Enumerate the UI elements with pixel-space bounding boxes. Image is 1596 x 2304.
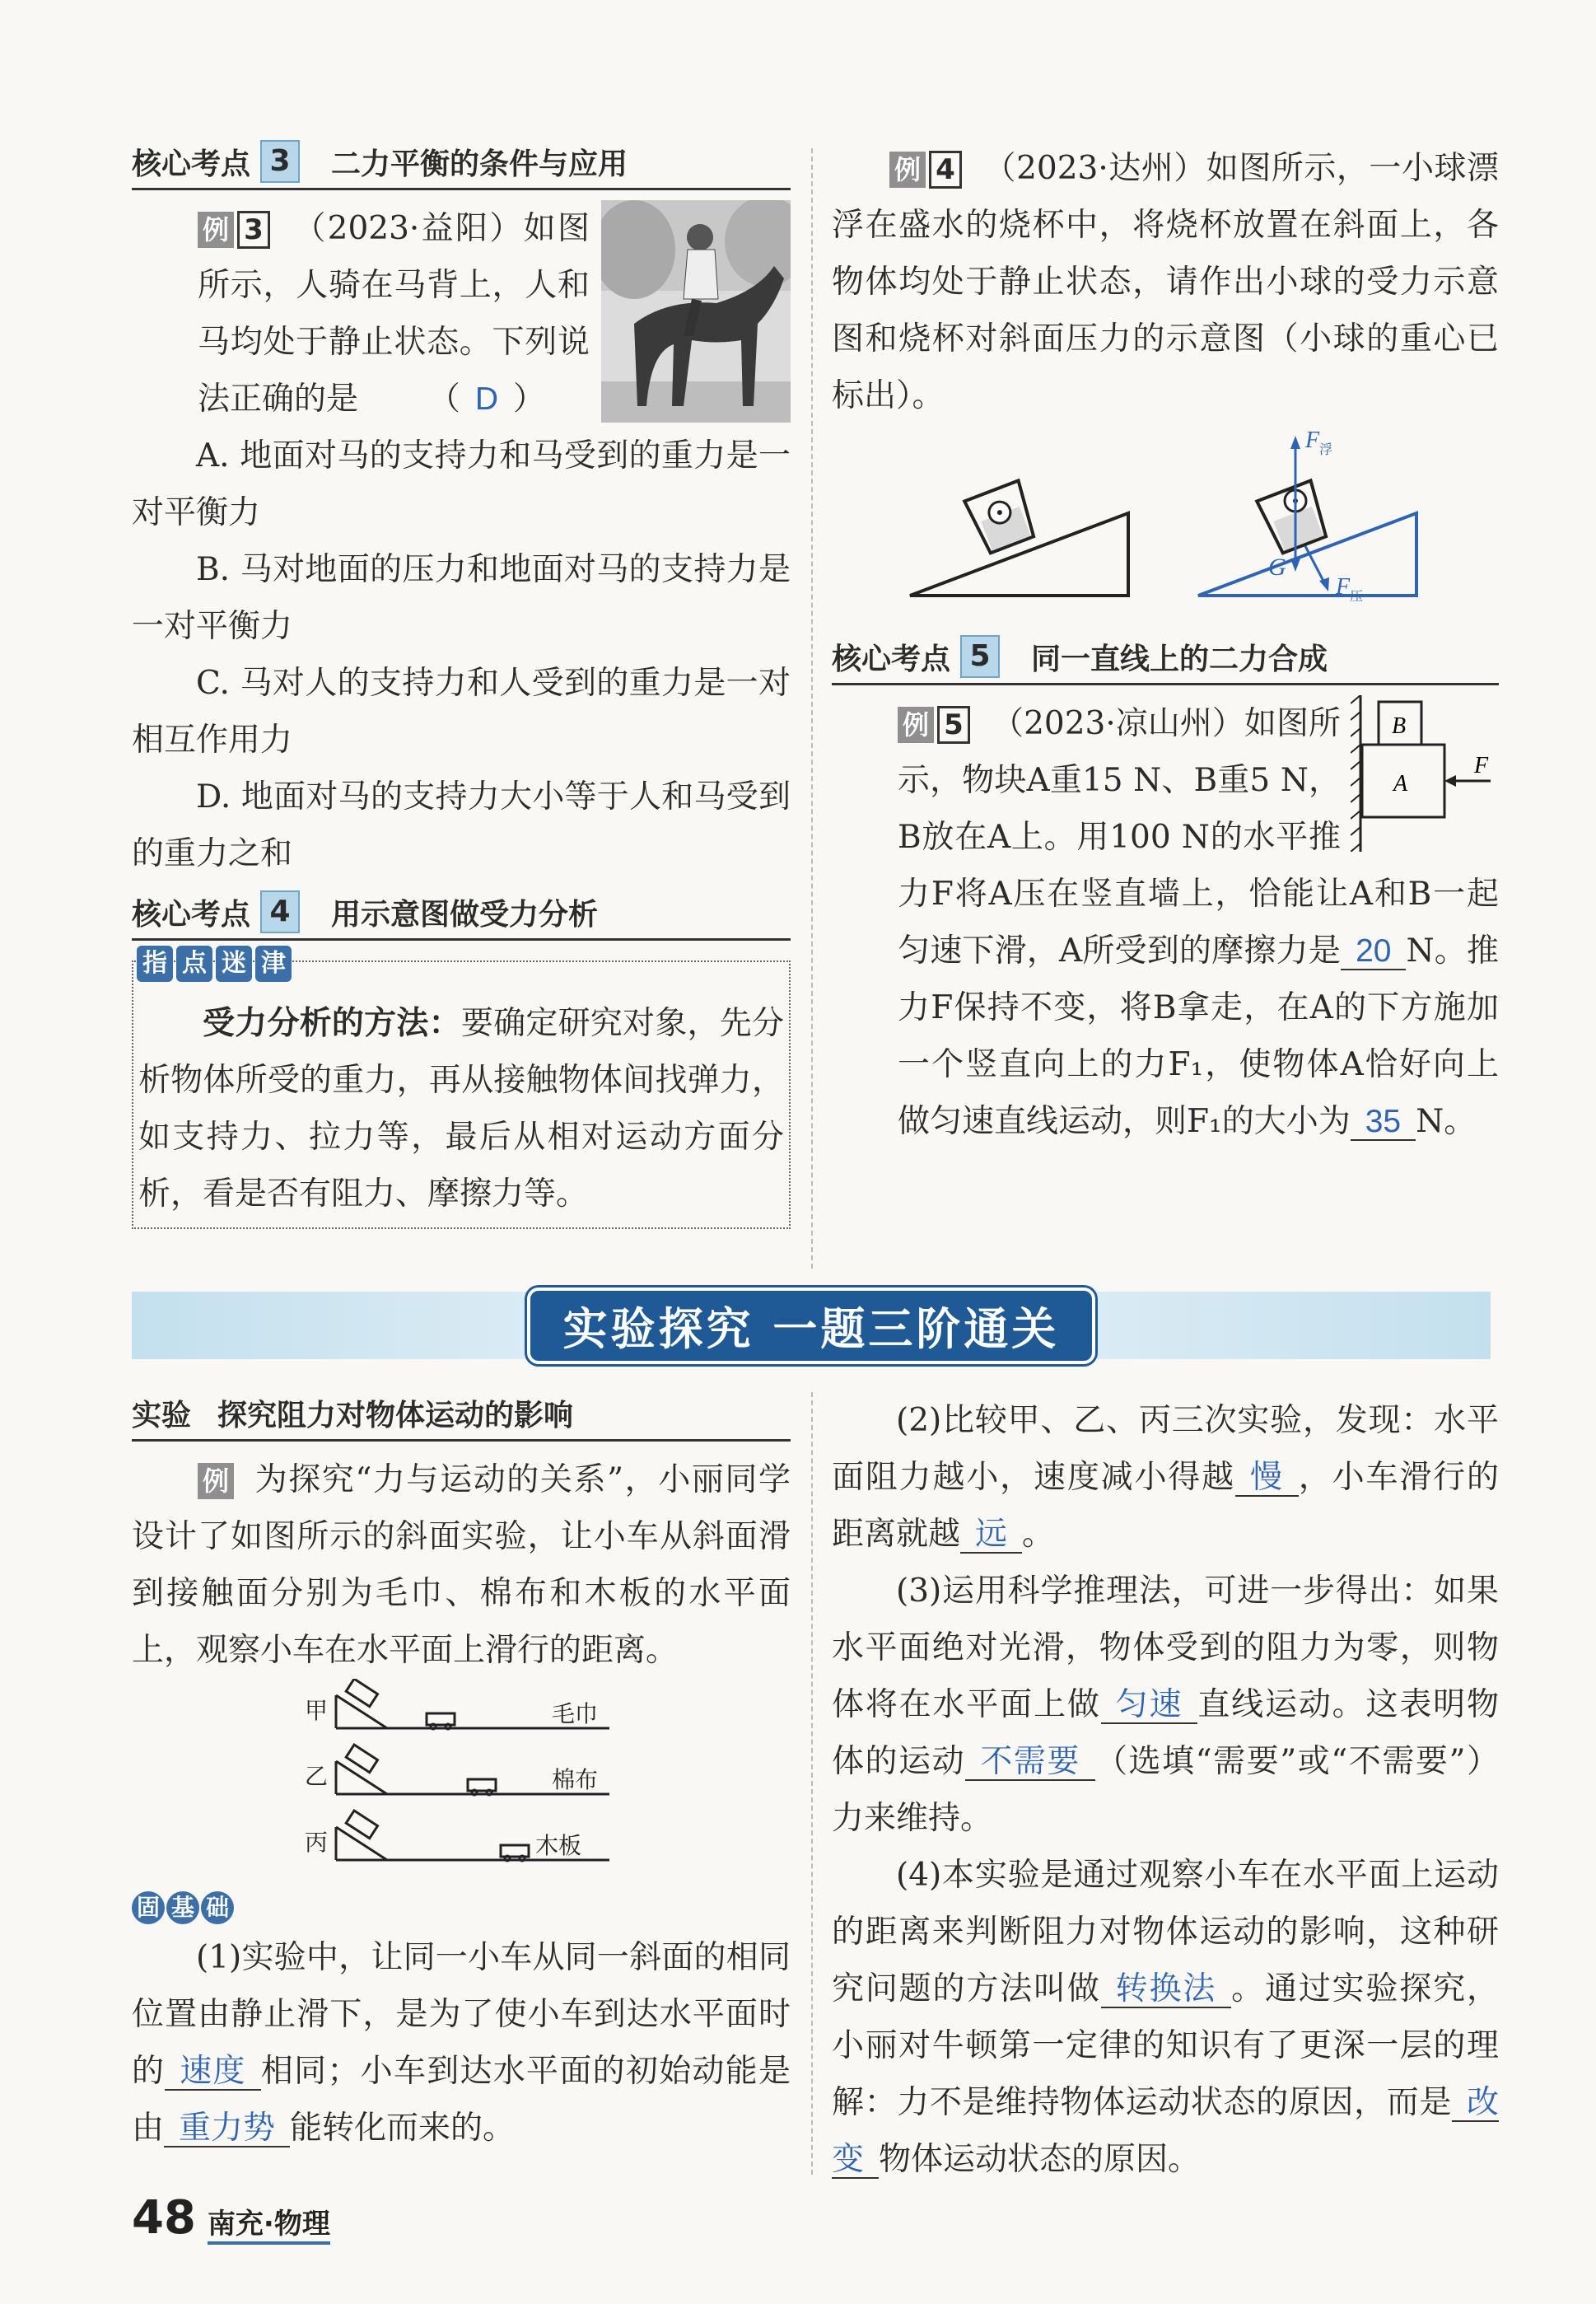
option-c: C. 马对人的支持力和人受到的重力是一对相互作用力 bbox=[132, 665, 791, 759]
heading-label: 核心考点 bbox=[132, 897, 251, 932]
heading-kp3 bbox=[132, 140, 791, 190]
heading-label: 核心考点 bbox=[132, 147, 251, 181]
q3-text-c: （选填“需要”或“不需要”）力来维持。 bbox=[832, 1743, 1499, 1837]
label-f-pressure-sub: 压 bbox=[1350, 588, 1364, 604]
tip-tag bbox=[137, 946, 292, 982]
example-tag: 例 bbox=[198, 212, 234, 248]
tip-tag-char: 津 bbox=[255, 946, 292, 982]
left-column-bottom bbox=[132, 1392, 791, 2157]
right-column-bottom bbox=[832, 1392, 1499, 2188]
q3-text-a: (3)运用科学推理法，可进一步得出：如果水平面绝对光滑，物体受到的阻力为零，则物体将在水平面上做 bbox=[832, 1573, 1499, 1723]
tip-title: 受力分析的方法： bbox=[203, 1005, 461, 1042]
column-divider-bottom bbox=[811, 1392, 813, 2175]
question-4 bbox=[832, 1847, 1499, 2188]
heading-kp5 bbox=[832, 635, 1499, 685]
q3-answer-1: 匀速 bbox=[1101, 1687, 1198, 1724]
blocks-wall-figure bbox=[1351, 695, 1499, 852]
heading-title: 同一直线上的二力合成 bbox=[1031, 642, 1328, 676]
heading-title: 二力平衡的条件与应用 bbox=[331, 147, 628, 181]
heading-number: 5 bbox=[960, 635, 1000, 678]
experiment-label: 实验 bbox=[132, 1399, 192, 1432]
q4-answer-1: 转换法 bbox=[1101, 1971, 1232, 2008]
question-3 bbox=[832, 1563, 1499, 1847]
label-force-f: F bbox=[1474, 753, 1489, 778]
example-3-question: （2023·益阳）如图所示，人骑在马背上，人和马均处于静止状态。下列说法正确的是 bbox=[198, 210, 590, 418]
q1-answer-2: 重力势 bbox=[164, 2110, 290, 2147]
label-gravity: G bbox=[1268, 554, 1286, 581]
q3-answer-2: 不需要 bbox=[965, 1744, 1095, 1781]
example-4-question: （2023·达州）如图所示，一小球漂浮在盛水的烧杯中，将烧杯放置在斜面上，各物体均处于静止状态，请作出小球的受力示意图和烧杯对斜面压力的示意图（小球的重心已标出）。 bbox=[832, 150, 1499, 414]
q2-text-b: ，小车滑行的距离就越 bbox=[832, 1459, 1499, 1553]
surface-label: 木板 bbox=[535, 1832, 582, 1859]
example-tag: 例 bbox=[898, 707, 934, 743]
example-4 bbox=[832, 140, 1499, 424]
example-5-text-a: （2023·凉山州）如图所示，物块A重15 N、B重5 N，B放在A上。用100 N的水平推力F将A压在竖直墙上，恰能让A和B一起匀速下滑，A所受到的摩擦力是 bbox=[898, 705, 1499, 970]
heading-title: 用示意图做受力分析 bbox=[331, 897, 599, 932]
horse-rider-photo bbox=[601, 200, 791, 423]
tip-tag-char: 点 bbox=[176, 946, 212, 982]
experiment-heading bbox=[132, 1392, 791, 1442]
page-footer bbox=[132, 2191, 330, 2245]
book-title: 南充·物理 bbox=[208, 2201, 330, 2245]
column-divider-top bbox=[811, 148, 813, 1269]
example-5-answer-1: 20 bbox=[1341, 933, 1406, 970]
foundation-tag bbox=[132, 1891, 234, 1924]
option-b: B. 马对地面的压力和地面对马的支持力是一对平衡力 bbox=[132, 551, 791, 645]
experiment-title: 探究阻力对物体运动的影响 bbox=[217, 1399, 574, 1432]
q1-text-c: 能转化而来的。 bbox=[290, 2110, 516, 2147]
label-f-pressure: F bbox=[1336, 574, 1351, 600]
example-tag: 例 bbox=[889, 152, 926, 188]
tip-tag-char: 迷 bbox=[216, 946, 252, 982]
tip-tag-char: 指 bbox=[137, 946, 173, 982]
section-banner bbox=[132, 1292, 1491, 1359]
example-tag: 例 bbox=[198, 1463, 234, 1499]
label-block-a: A bbox=[1393, 771, 1408, 797]
heading-label: 核心考点 bbox=[832, 642, 951, 676]
example-3 bbox=[132, 200, 791, 428]
row-label: 乙 bbox=[305, 1763, 329, 1790]
example-5-text-c: N。 bbox=[1416, 1103, 1477, 1140]
option-a: A. 地面对马的支持力和马受到的重力是一对平衡力 bbox=[132, 437, 791, 531]
question-2 bbox=[832, 1392, 1499, 1563]
example-5-text-b: N。推力F保持不变，将B拿走，在A的下方施加一个竖直向上的力F₁，使物体A恰好向上做匀速直线运动，则F₁的大小为 bbox=[898, 932, 1499, 1140]
question-1 bbox=[132, 1929, 791, 2157]
beaker-incline-figure bbox=[832, 431, 1499, 629]
q2-text-a: (2)比较甲、乙、丙三次实验，发现：水平面阻力越小，速度减小得越 bbox=[832, 1402, 1499, 1496]
q4-answer-2: 改变 bbox=[832, 2085, 1499, 2177]
label-f-buoyant-sub: 浮 bbox=[1319, 442, 1333, 457]
banner-title: 实验探究 一题三阶通关 bbox=[527, 1288, 1096, 1364]
row-label: 丙 bbox=[305, 1829, 329, 1856]
heading-kp4 bbox=[132, 890, 791, 941]
tip-box bbox=[132, 949, 791, 1229]
surface-label: 毛巾 bbox=[552, 1700, 599, 1727]
example-number: 3 bbox=[237, 211, 270, 249]
heading-number: 4 bbox=[260, 890, 300, 933]
left-column-top bbox=[132, 140, 791, 1229]
q1-answer-1: 速度 bbox=[165, 2054, 261, 2091]
surface-label: 棉布 bbox=[552, 1766, 599, 1793]
q2-text-c: 。 bbox=[1022, 1516, 1055, 1553]
bracket-open: （ bbox=[427, 381, 460, 418]
bracket-close: ） bbox=[513, 381, 546, 418]
incline-experiment-figure bbox=[132, 1679, 791, 1885]
label-f-buoyant: F bbox=[1305, 431, 1320, 453]
foundation-tag-char: 基 bbox=[166, 1891, 199, 1924]
q1-text-b: 相同；小车到达水平面的初始动能是由 bbox=[132, 2053, 791, 2147]
heading-number: 3 bbox=[260, 140, 300, 183]
q2-answer-1: 慢 bbox=[1235, 1460, 1299, 1497]
right-column-top bbox=[832, 140, 1499, 1150]
q4-text-b: 。通过实验探究，小丽对牛顿第一定律的知识有了更深一层的理解：力不是维持物体运动状态的原因，而是 bbox=[832, 1970, 1499, 2121]
q2-answer-2: 远 bbox=[960, 1517, 1022, 1554]
example-3-answer: D bbox=[474, 381, 499, 417]
q3-text-b: 直线运动。这表明物体的运动 bbox=[832, 1686, 1499, 1780]
q1-text-a: (1)实验中，让同一小车从同一斜面的相同位置由静止滑下，是为了使小车到达水平面时的 bbox=[132, 1939, 791, 2090]
example-number: 5 bbox=[937, 706, 970, 744]
q4-text-a: (4)本实验是通过观察小车在水平面上运动的距离来判断阻力对物体运动的影响，这种研究问题的方法叫做 bbox=[832, 1857, 1499, 2007]
foundation-tag-char: 固 bbox=[132, 1891, 165, 1924]
foundation-tag-char: 础 bbox=[201, 1891, 234, 1924]
option-d: D. 地面对马的支持力大小等于人和马受到的重力之和 bbox=[132, 778, 791, 872]
experiment-intro: 为探究“力与运动的关系”，小丽同学设计了如图所示的斜面实验，让小车从斜面滑到接触面分别为毛巾、棉布和木板的水平面上，观察小车在水平面上滑行的距离。 bbox=[132, 1461, 791, 1669]
tip-text: 要确定研究对象，先分析物体所受的重力，再从接触物体间找弹力，如支持力、拉力等，最后从相对运动方面分析，看是否有阻力、摩擦力等。 bbox=[138, 1005, 784, 1213]
example-5-answer-2: 35 bbox=[1351, 1104, 1416, 1141]
example-5 bbox=[832, 695, 1499, 1150]
example-number: 4 bbox=[929, 151, 962, 189]
row-label: 甲 bbox=[305, 1697, 329, 1724]
q4-text-c: 物体运动状态的原因。 bbox=[879, 2141, 1201, 2178]
label-block-b: B bbox=[1392, 713, 1407, 739]
page-number: 48 bbox=[132, 2191, 196, 2245]
